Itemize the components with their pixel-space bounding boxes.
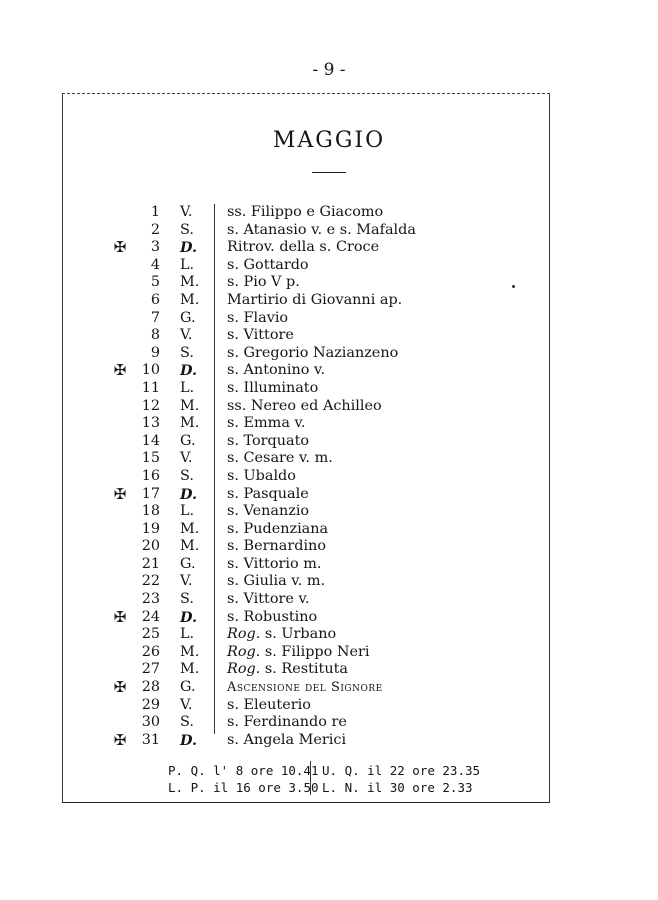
saint-name: Ritrov. della s. Croce: [227, 239, 380, 256]
day-number: 6: [150, 291, 160, 308]
saint-name: Ascensione del Signore: [227, 680, 383, 696]
day-number: 8: [150, 327, 160, 344]
day-number: 13: [141, 415, 160, 432]
saint-name: s. Pio V p.: [227, 274, 300, 291]
day-of-week: V.: [180, 450, 193, 467]
saint-name: s. Ubaldo: [227, 467, 296, 484]
calendar-day-row: [0, 450, 658, 468]
calendar-day-row: [0, 345, 658, 363]
calendar-day-row: [0, 661, 658, 679]
calendar-day-row: [0, 714, 658, 732]
column-divider: [214, 204, 215, 734]
saint-name: s. Angela Merici: [227, 731, 347, 748]
calendar-day-row: [0, 609, 658, 627]
calendar-day-row: [0, 644, 658, 662]
rogation-label: Rog.: [227, 643, 261, 660]
day-number: 3: [150, 239, 160, 256]
day-of-week: G.: [180, 555, 196, 572]
calendar-day-row: [0, 679, 658, 697]
day-of-week: D.: [180, 731, 197, 749]
saint-name: s. Vittore v.: [227, 591, 310, 608]
day-of-week: V.: [180, 573, 193, 590]
day-of-week: D.: [180, 362, 197, 380]
calendar-day-row: [0, 398, 658, 416]
calendar-day-row: [0, 556, 658, 574]
day-of-week: G.: [180, 309, 196, 326]
day-of-week: S.: [180, 714, 194, 731]
saint-name: [227, 661, 348, 679]
saint-name: [227, 644, 369, 662]
day-of-week: V.: [180, 204, 193, 220]
calendar-day-row: [0, 626, 658, 644]
month-title: MAGGIO: [272, 128, 386, 153]
calendar-day-row: [0, 433, 658, 451]
calendar-day-row: [0, 257, 658, 275]
saint-name: s. Torquato: [227, 432, 310, 449]
calendar-day-row: [0, 310, 658, 328]
cross-icon: ✠: [113, 484, 127, 503]
page-number: - 9 -: [312, 60, 346, 80]
day-of-week: V.: [180, 696, 193, 713]
saint-name: s. Flavio: [227, 309, 289, 326]
saint-name: s. Giulia v. m.: [227, 573, 326, 590]
day-number: 24: [141, 608, 160, 625]
day-number: 12: [141, 397, 160, 414]
saint-name: s. Antonino v.: [227, 362, 326, 379]
day-number: 10: [141, 362, 160, 379]
day-number: 11: [141, 379, 160, 396]
day-of-week: S.: [180, 467, 194, 484]
day-of-week: M.: [180, 415, 200, 432]
calendar-day-row: [0, 538, 658, 556]
saint-name: ss. Filippo e Giacomo: [227, 204, 384, 220]
day-number: 25: [141, 626, 160, 643]
day-number: 28: [141, 679, 160, 696]
day-of-week: G.: [180, 679, 196, 696]
calendar-day-row: [0, 274, 658, 292]
moon-phase-first-quarter: P. Q. l' 8 ore 10.41: [168, 763, 319, 778]
day-of-week: G.: [180, 432, 196, 449]
moon-phase-new-moon: L. N. il 30 ore 2.33: [322, 780, 473, 795]
day-of-week: M.: [180, 274, 200, 291]
saint-name: s. Atanasio v. e s. Mafalda: [227, 221, 416, 238]
day-of-week: M.: [180, 643, 200, 660]
day-of-week: L.: [180, 256, 195, 273]
saint-name: s. Venanzio: [227, 503, 310, 520]
day-number: 9: [150, 344, 160, 361]
day-of-week: M.: [180, 520, 200, 537]
day-number: 15: [141, 450, 160, 467]
day-of-week: M.: [180, 661, 200, 678]
calendar-rows: [0, 204, 658, 749]
saint-text: s. Filippo Neri: [264, 643, 370, 660]
calendar-day-row: [0, 468, 658, 486]
cross-icon: ✠: [113, 730, 127, 749]
saint-name: s. Cesare v. m.: [227, 450, 333, 467]
calendar-day-row: [0, 486, 658, 504]
saint-name: s. Bernardino: [227, 538, 326, 555]
day-of-week: D.: [180, 239, 197, 257]
saint-name: s. Vittore: [227, 327, 294, 344]
saint-name: s. Vittorio m.: [227, 555, 322, 572]
calendar-day-row: [0, 362, 658, 380]
saint-name: s. Pudenziana: [227, 520, 329, 537]
day-number: 16: [141, 467, 160, 484]
calendar-day-row: [0, 521, 658, 539]
saint-name: s. Emma v.: [227, 415, 306, 432]
moon-phases-right: [322, 762, 480, 796]
title-rule: [312, 172, 346, 173]
saint-name: Martirio di Giovanni ap.: [227, 291, 403, 308]
calendar-day-row: [0, 732, 658, 750]
calendar-day-row: [0, 327, 658, 345]
day-of-week: D.: [180, 485, 197, 503]
saint-name: [227, 626, 336, 644]
day-number: 5: [150, 274, 160, 291]
cross-icon: ✠: [113, 678, 127, 697]
saint-name: s. Pasquale: [227, 485, 309, 502]
day-of-week: S.: [180, 221, 194, 238]
calendar-day-row: [0, 503, 658, 521]
moon-phases-left: [168, 762, 319, 796]
rogation-label: Rog.: [227, 661, 261, 678]
saint-name: s. Gregorio Nazianzeno: [227, 344, 399, 361]
calendar-day-row: [0, 573, 658, 591]
day-number: 21: [141, 555, 160, 572]
calendar-day-row: [0, 591, 658, 609]
day-number: 14: [141, 432, 160, 449]
calendar-day-row: [0, 204, 658, 222]
day-of-week: M.: [180, 397, 200, 414]
day-number: 4: [150, 256, 160, 273]
day-of-week: M.: [180, 538, 200, 555]
calendar-day-row: [0, 415, 658, 433]
saint-name: s. Eleuterio: [227, 696, 311, 713]
calendar-day-row: [0, 239, 658, 257]
day-of-week: L.: [180, 626, 195, 643]
calendar-day-row: [0, 222, 658, 240]
day-number: 20: [141, 538, 160, 555]
day-number: 7: [150, 309, 160, 326]
day-number: 17: [141, 485, 160, 502]
margin-dot: [512, 285, 515, 288]
saint-name: ss. Nereo ed Achilleo: [227, 397, 382, 414]
day-number: 19: [141, 520, 160, 537]
day-number: 29: [141, 696, 160, 713]
cross-icon: ✠: [113, 238, 127, 257]
day-of-week: L.: [180, 503, 195, 520]
day-of-week: L.: [180, 379, 195, 396]
day-number: 27: [141, 661, 160, 678]
calendar-day-row: [0, 292, 658, 310]
day-of-week: S.: [180, 344, 194, 361]
day-number: 1: [150, 204, 160, 220]
day-number: 2: [150, 221, 160, 238]
saint-name: s. Robustino: [227, 608, 318, 625]
day-number: 18: [141, 503, 160, 520]
saint-name: s. Gottardo: [227, 256, 309, 273]
day-of-week: V.: [180, 327, 193, 344]
day-number: 26: [141, 643, 160, 660]
day-number: 22: [141, 573, 160, 590]
saint-name: s. Ferdinando re: [227, 714, 347, 731]
day-of-week: M.: [180, 291, 200, 308]
calendar-day-row: [0, 380, 658, 398]
day-of-week: S.: [180, 591, 194, 608]
day-number: 31: [141, 731, 160, 748]
cross-icon: ✠: [113, 361, 127, 380]
moon-phase-full-moon: L. P. il 16 ore 3.50: [168, 780, 319, 795]
day-number: 23: [141, 591, 160, 608]
day-number: 30: [141, 714, 160, 731]
saint-text: s. Restituta: [264, 661, 348, 678]
calendar-day-row: [0, 697, 658, 715]
saint-name: s. Illuminato: [227, 379, 319, 396]
day-of-week: D.: [180, 608, 197, 626]
saint-text: s. Urbano: [264, 626, 337, 643]
moon-phase-last-quarter: U. Q. il 22 ore 23.35: [322, 763, 481, 778]
cross-icon: ✠: [113, 607, 127, 626]
moon-divider: [310, 761, 311, 795]
rogation-label: Rog.: [227, 626, 261, 643]
